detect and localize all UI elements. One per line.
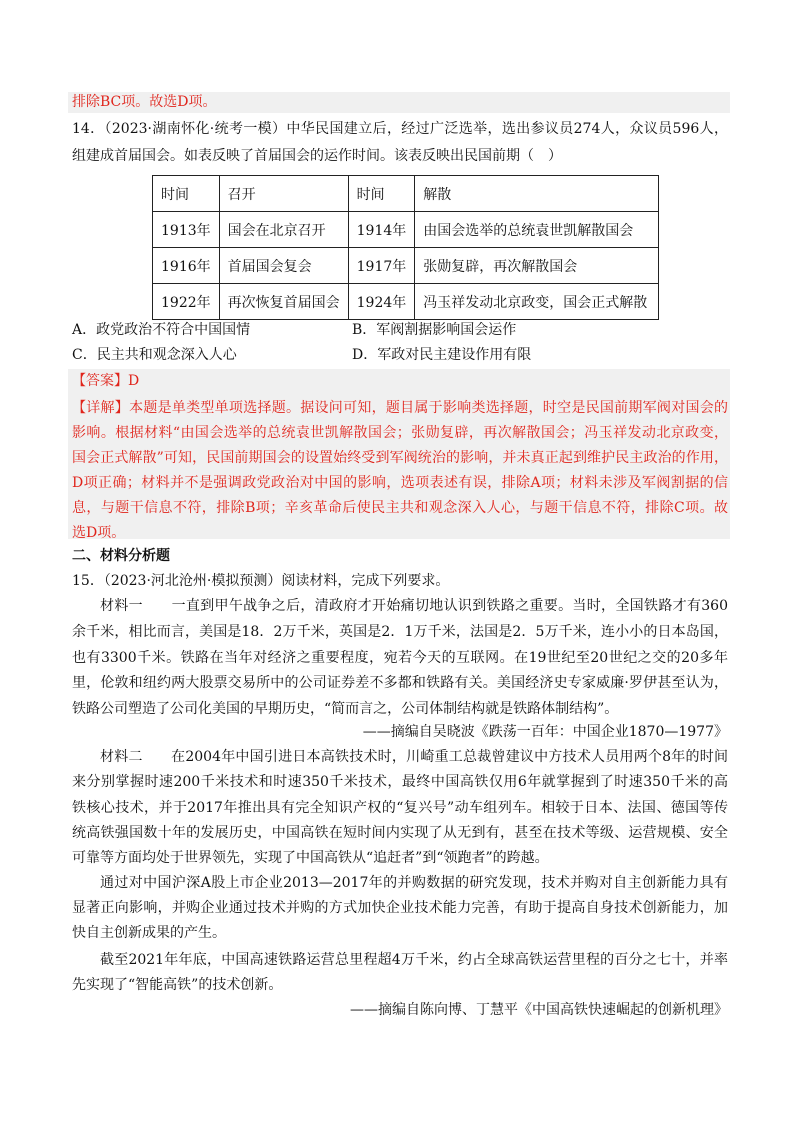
q14-stem-line: 组建成首届国会。如表反映了首届国会的运作时间。该表反映出民国前期（ ） [72, 148, 562, 164]
option-a: A．政党政治不符合中国国情 [72, 322, 251, 338]
material2-line: 材料二 在2004年中国引进日本高铁技术时，川崎重工总裁曾建议中方技术人员用两个8年的时间 [100, 749, 728, 765]
material2-line: 可靠等方面均处于世界领先，实现了中国高铁从“追赶者”到“领跑者”的跨越。 [72, 850, 549, 866]
table-cell: 1924年 [348, 284, 415, 320]
section-heading: 二、材料分析题 [72, 548, 170, 564]
explain-line: 息，与题干信息不符，排除B项；辛亥革命后使民主共和观念深入人心，与题干信息不符，排除C项。故 [72, 500, 728, 516]
table-cell: 再次恢复首届国会 [219, 284, 348, 320]
material1-line: 材料一 一直到甲午战争之后，清政府才开始痛切地认识到铁路之重要。当时，全国铁路才有360 [100, 598, 728, 614]
explain-line: 影响。根据材料“由国会选举的总统袁世凯解散国会；张勋复辟，再次解散国会；冯玉祥发动北京政变， [72, 425, 728, 441]
material2-line: 来分别掌握时速200千米技术和时速350千米技术，最终中国高铁仅用6年就掌握到了时速350千米的高 [72, 774, 728, 790]
table-cell: 1916年 [153, 248, 220, 284]
table-cell: 1914年 [348, 212, 415, 248]
table-cell: 由国会选举的总统袁世凯解散国会 [415, 212, 659, 248]
material2-para3-line: 先实现了“智能高铁”的技术创新。 [72, 977, 283, 993]
table-header: 解散 [415, 176, 659, 212]
material2-para3-line: 截至2021年年底，中国高速铁路运营总里程超4万千米，约占全球高铁运营里程的百分之七十，并率 [100, 952, 728, 968]
option-b: B．军阀割据影响国会运作 [352, 322, 517, 338]
material1-line: 也有3300千米。铁路在当年对经济之重要程度，宛若今天的互联网。在19世纪至20世纪之交的20多年 [72, 650, 728, 666]
table-header-row [153, 176, 659, 212]
explain-line: D项正确；材料并不是强调政党政治对中国的影响，选项表述有误，排除A项；材料未涉及军阀割据的信 [72, 475, 728, 491]
table-row [153, 284, 659, 320]
material2-line: 统高铁强国数十年的发展历史，中国高铁在短时间内实现了从无到有，甚至在技术等级、运营规模、安全 [72, 825, 728, 841]
table-cell: 1922年 [153, 284, 220, 320]
answer-label: 【答案】D [72, 373, 140, 389]
table-cell: 冯玉祥发动北京政变，国会正式解散 [415, 284, 659, 320]
table-cell: 1917年 [348, 248, 415, 284]
material2-line: 铁核心技术，并于2017年推出具有完全知识产权的“复兴号”动车组列车。相较于日本、法国、德国等传 [72, 800, 728, 816]
option-d: D．军政对民主建设作用有限 [352, 347, 532, 363]
material1-line: 铁路公司塑造了公司化美国的早期历史，“简而言之，公司体制结构就是铁路体制结构”。 [72, 701, 619, 717]
material2-para2-line: 快自主创新成果的产生。 [72, 925, 226, 941]
table-row [153, 248, 659, 284]
table-header: 时间 [348, 176, 415, 212]
table-header: 时间 [153, 176, 220, 212]
parliament-table [152, 175, 659, 320]
explain-line: 【详解】本题是单类型单项选择题。据设问可知，题目属于影响类选择题，时空是民国前期军阀对国会的 [72, 400, 728, 416]
q15-head: 15．（2023·河北沧州·模拟预测）阅读材料，完成下列要求。 [72, 573, 450, 589]
material2-para2-line: 显著正向影响，并购企业通过技术并购的方式加快企业技术能力完善，有助于提高自身技术创新能力，加 [72, 900, 728, 916]
material2-source: ——摘编自陈向博、丁慧平《中国高铁快速崛起的创新机理》 [350, 1002, 728, 1018]
prev-answer-tail: 排除BC项。故选D项。 [72, 94, 217, 110]
material1-source: ——摘编自吴晓波《跌荡一百年：中国企业1870—1977》 [362, 724, 728, 740]
table-header: 召开 [219, 176, 348, 212]
table-row [153, 212, 659, 248]
explain-line: 国会正式解散”可知，民国前期国会的设置始终受到军阀统治的影响，并未真正起到维护民主政治的作用， [72, 450, 728, 466]
table-cell: 1913年 [153, 212, 220, 248]
table-cell: 张勋复辟，再次解散国会 [415, 248, 659, 284]
material2-para2-line: 通过对中国沪深A股上市企业2013—2017年的并购数据的研究发现，技术并购对自主创新能力具有 [100, 875, 728, 891]
explain-line: 选D项。 [72, 525, 126, 541]
table-cell: 首届国会复会 [219, 248, 348, 284]
table-cell: 国会在北京召开 [219, 212, 348, 248]
material1-line: 余千米，相比而言，美国是18．2万千米，英国是2．1万千米，法国是2．5万千米，连小小的日本岛国， [72, 624, 728, 640]
q14-stem-line: 14．（2023·湖南怀化·统考一模）中华民国建立后，经过广泛选举，选出参议员274人，众议员596人， [72, 121, 728, 137]
material1-line: 里，伦敦和纽约两大股票交易所中的公司证券差不多都和铁路有关。美国经济史专家威廉·罗伊甚至认为， [72, 675, 728, 691]
option-c: C．民主共和观念深入人心 [72, 347, 237, 363]
